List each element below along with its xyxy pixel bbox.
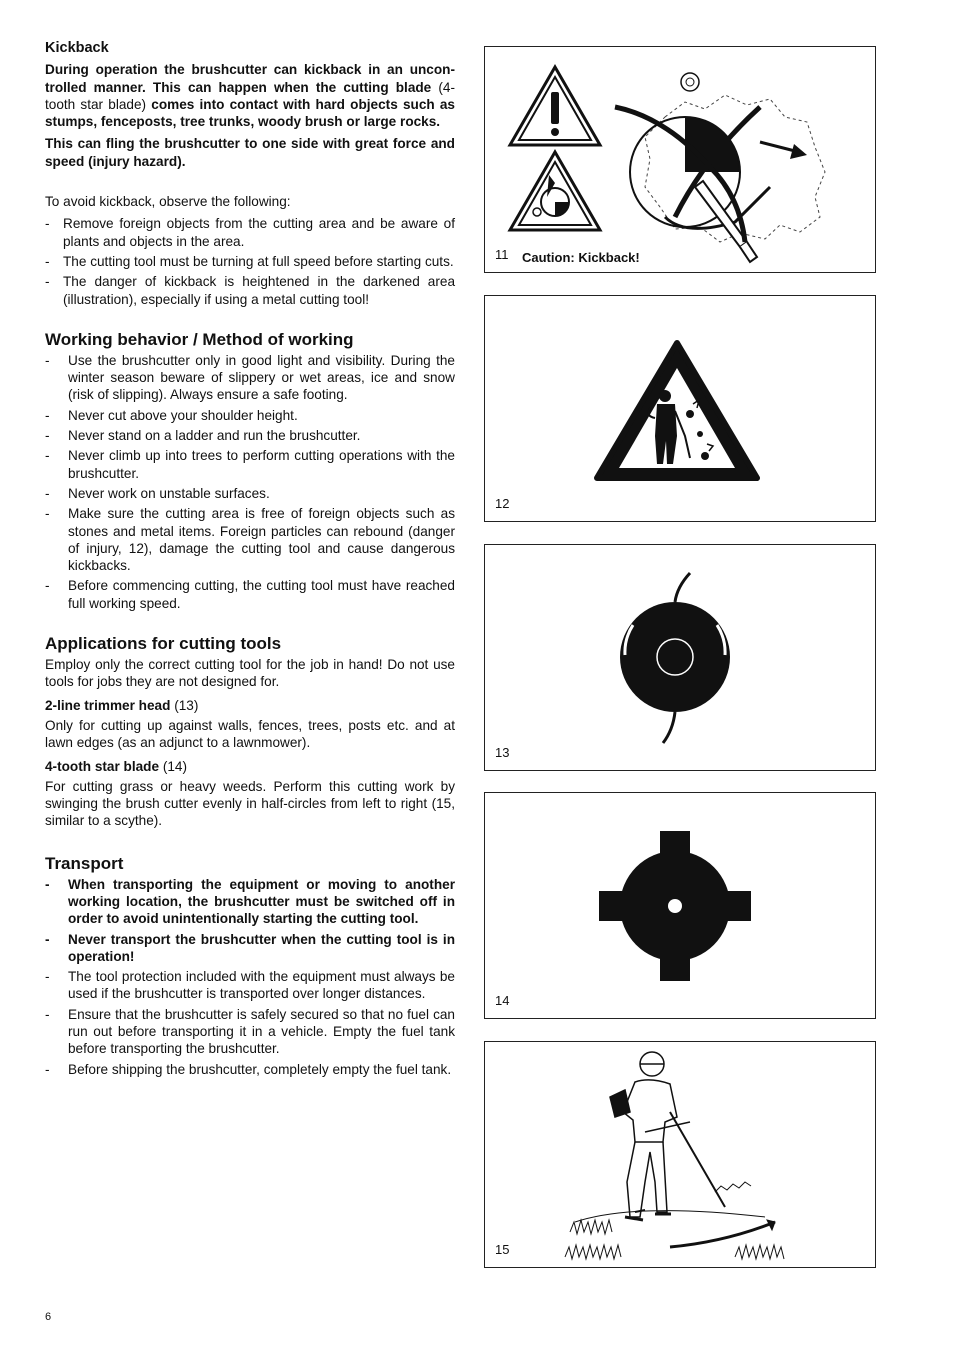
figure-number: 12 — [495, 496, 510, 511]
list-item-text: Never work on unstable surfaces. — [68, 485, 270, 501]
list-item — [45, 505, 455, 574]
trimmer-head-title: 2-line trimmer head — [45, 697, 171, 713]
figure-11-kickback — [484, 46, 876, 273]
list-item — [45, 931, 455, 966]
figure-14-star-blade — [484, 792, 876, 1019]
working-heading: Working behavior / Method of working — [45, 329, 354, 349]
dash-marker: - — [45, 578, 50, 594]
star-blade-subheading — [45, 758, 455, 775]
list-item-text: The danger of kickback is heightened in the darkened area (illustration), especially if using a metal cutting tool! — [63, 274, 455, 307]
kickback-paragraph-2: This can fling the brushcutter to one side with great force and speed (injury hazard). — [45, 136, 455, 169]
operator-figure — [610, 1052, 725, 1220]
rebound-warning-illustration — [485, 296, 877, 523]
figure-12-rebound — [484, 295, 876, 522]
list-item — [45, 427, 455, 444]
working-list — [45, 352, 455, 612]
dash-marker: - — [45, 448, 50, 464]
list-item — [45, 577, 455, 612]
list-item — [45, 273, 455, 308]
dash-marker: - — [45, 428, 50, 444]
trimmer-head-text: Only for cutting up against walls, fences, trees, posts etc. and at lawn edges (as an adjunct to a lawnmower). — [45, 717, 455, 751]
figure-number: 13 — [495, 745, 510, 760]
list-item — [45, 215, 455, 250]
page-number: 6 — [45, 1311, 52, 1323]
list-item-text: Remove foreign objects from the cutting area and be aware of plants and objects in the area. — [63, 216, 455, 249]
list-item-text: The cutting tool must be turning at full speed before starting cuts. — [63, 253, 454, 269]
list-item-text: Never climb up into trees to perform cutting operations with the brushcutter. — [68, 448, 455, 481]
dash-marker: - — [45, 352, 50, 368]
arrow-icon — [760, 142, 807, 159]
list-item — [45, 447, 455, 482]
star-blade-text: For cutting grass or heavy weeds. Perform this cutting work by swinging the brush cutter evenly in half-circles from left to right (15, similar to a scythe). — [45, 778, 455, 829]
applications-heading: Applications for cutting tools — [45, 634, 282, 654]
list-item — [45, 485, 455, 502]
list-item — [45, 407, 455, 424]
list-item — [45, 876, 455, 928]
list-item-text: The tool protection included with the equipment must always be used if the brushcutter is transported over longer distances. — [68, 969, 455, 1002]
warning-triangle-icon — [510, 67, 600, 145]
operator-illustration — [485, 1042, 877, 1269]
list-item — [45, 1061, 455, 1078]
dash-marker: - — [45, 876, 50, 892]
trimmer-head-ref: (13) — [174, 697, 199, 713]
star-blade-title: 4-tooth star blade — [45, 758, 160, 774]
figure-number: 14 — [495, 993, 510, 1008]
dash-marker: - — [45, 216, 50, 232]
list-item — [45, 1006, 455, 1058]
list-item-text: Make sure the cutting area is free of foreign objects such as stones and metal items. Foreign particles can rebound (danger of injury, 12), damage the cutting tool and cause dangerous kickbacks. — [68, 506, 455, 574]
list-item — [45, 253, 455, 270]
list-item-text: Use the brushcutter only in good light and visibility. During the winter season beware of slippery or wet areas, ice and snow (risk of slipping). Always ensure a safe footing. — [68, 352, 455, 403]
figure-caption: Caution: Kickback! — [522, 250, 640, 265]
figure-13-trimmer-head — [484, 544, 876, 771]
kickback-illustration — [485, 47, 877, 274]
brushcutter-drawing — [615, 73, 770, 262]
figure-number: 15 — [495, 1242, 510, 1257]
kickback-intro: To avoid kickback, observe the following: — [45, 194, 291, 210]
transport-list — [45, 876, 455, 1078]
applications-intro: Employ only the correct cutting tool for the job in hand! Do not use tools for jobs they are not designed for. — [45, 657, 455, 690]
dash-marker: - — [45, 506, 50, 522]
kickback-triangle-icon — [510, 152, 600, 230]
dash-marker: - — [45, 1061, 50, 1077]
text-column — [45, 40, 455, 1081]
list-item-text: Never cut above your shoulder height. — [68, 407, 298, 423]
list-item-text: Ensure that the brushcutter is safely secured so that no fuel can run out before transporting it in a vehicle. Empty the fuel tank before transporting the brushcutter. — [68, 1006, 455, 1057]
trimmer-head-subheading — [45, 697, 455, 714]
list-item-text: Never stand on a ladder and run the brushcutter. — [68, 428, 361, 444]
list-item — [45, 352, 455, 404]
kickback-list — [45, 215, 455, 307]
dash-marker: - — [45, 274, 50, 290]
dash-marker: - — [45, 485, 50, 501]
list-item-text: Never transport the brushcutter when the cutting tool is in operation! — [68, 931, 455, 964]
list-item — [45, 968, 455, 1003]
figure-15-cutting-motion — [484, 1041, 876, 1268]
kickback-paragraph-1 — [45, 61, 455, 130]
list-item-text: Before shipping the brushcutter, completely empty the fuel tank. — [68, 1061, 452, 1077]
kickback-p1-part-a: During operation the brushcutter can kickback in an uncon-trolled manner. This can happen when the cutting blade — [45, 62, 455, 95]
transport-heading: Transport — [45, 853, 124, 873]
dash-marker: - — [45, 253, 50, 269]
kickback-heading: Kickback — [45, 40, 109, 56]
kickback-p1-part-c: comes into contact with hard objects such as stumps, fenceposts, tree trunks, woody brush or large rocks. — [45, 96, 455, 130]
dash-marker: - — [45, 1006, 50, 1022]
figure-number: 11 — [495, 247, 509, 262]
grass-and-swing-arc — [565, 1182, 784, 1259]
dash-marker: - — [45, 407, 50, 423]
star-blade-ref: (14) — [162, 758, 188, 774]
dash-marker: - — [45, 969, 50, 985]
list-item-text: Before commencing cutting, the cutting tool must have reached full working speed. — [68, 578, 455, 611]
star-blade-illustration — [485, 793, 877, 1020]
kickback-p1-part-b: (4-tooth star blade) — [45, 79, 455, 112]
trimmer-head-illustration — [485, 545, 877, 772]
dash-marker: - — [45, 931, 50, 947]
list-item-text: When transporting the equipment or moving to another working location, the brushcutter must be switched off in order to avoid unintentionally starting the cutting tool. — [68, 876, 455, 927]
